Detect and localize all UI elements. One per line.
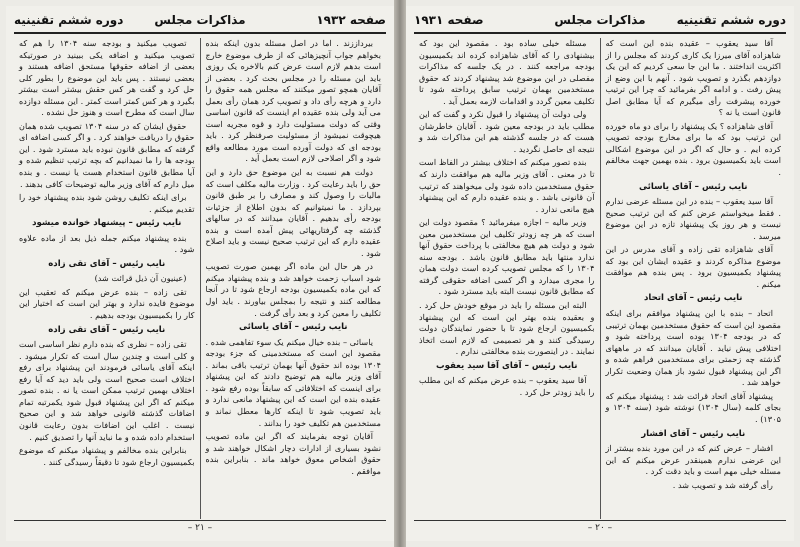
paragraph: برای اینکه تکلیف روشن شود بنده پیشنهاد خود را تقدیم میکنم . <box>19 192 195 214</box>
speaker-heading: نایب رئیس – آقای آقا سید یعقوب <box>435 360 578 371</box>
paragraph: بنده تصور میکنم که اختلاف بیشتر در الفاظ است تا در معنی . آقای وزیر مالیه هم موافقت دارند که حقوق مستخدمین داده شود ولی میخواهند که ترتیب آن قانونی باشد . و بنده عقیده دارم که این پیشنهاد هیچ مانعی ندارد . <box>419 157 595 214</box>
speaker-heading: نایب رئیس – پیشنهاد خوانده میشود <box>32 218 182 229</box>
speaker-heading: نایب رئیس – آقای یاسائی <box>238 322 348 333</box>
right-page-number-label: صفحه ۱۹۳۱ <box>414 13 484 27</box>
paragraph: (عینیون آن ذیل قرائت شد) <box>94 273 187 284</box>
left-page-number-label: صفحه ۱۹۳۲ <box>316 13 386 27</box>
paragraph: یاسائی – بنده خیال میکنم یک سوء تفاهمی شده . مقصود این است که مستخدمینی که جزء بودجه ۱۳۰۴ بوده اند حقوق آنها بهمان ترتیب باقی بماند . آقای وزیر مالیه هم توضیح دادند که این پیشنهاد برای اینست که اختلافاتی که سابقاً بوده رفع شود . عقیده بنده این است که این پیشنهاد مانعی ندارد و باید تصویب شود تا اینکه کارها معطل نماند و مستخدمین هم تکلیف خود را بدانند . <box>205 336 381 428</box>
paragraph: رأی گرفته شد و تصویب شد . <box>672 479 773 490</box>
left-page-header <box>14 10 386 34</box>
paragraph: بنده پیشنهاد میکنم جمله ذیل بعد از ماده علاوه شود . <box>19 232 195 255</box>
speaker-heading: نایب رئیس – آقای یاسائی <box>638 181 748 192</box>
paragraph: البته این مسئله را باید در موقع خودش حل کرد . و بعقیده بنده بهتر این است که این پیشنهاد بکمیسیون ارجاع شود تا با حضور نمایندگان دولت رسیدگی کنند و هر تصمیمی که لازم است اتخاذ نمایند . در اینصورت بنده مخالفتی ندارم . <box>419 300 595 357</box>
right-page-columns <box>414 38 786 519</box>
right-page-title: مذاکرات مجلس <box>554 13 646 27</box>
left-page-column-1 <box>201 38 387 519</box>
paragraph: در هر حال این ماده اگر بهمین صورت تصویب شود اسباب زحمت خواهد شد و بنده پیشنهاد میکنم که این ماده بکمیسیون بودجه ارجاع شود تا در آنجا مطالعه کنند و نتیجه را بمجلس بیاورند . باید اول تکلیف را معین کرد و بعد رأی گرفت . <box>205 261 381 318</box>
paragraph: بنابراین بنده مخالفم و پیشنهاد میکنم که موضوع بکمیسیون ارجاع شود تا دقیقاً رسیدگی کنند . <box>19 445 195 467</box>
right-page-footer <box>414 520 786 537</box>
speaker-heading: نایب رئیس – آقای تقی زاده <box>48 258 166 269</box>
right-page-column-2 <box>414 38 601 519</box>
paragraph: ولی دولت آن پیشنهاد را قبول نکرد و گفت که این مطلب باید در بودجه معین شود . آقایان خاطرشان هست که در جلسه گذشته هم این مذاکرات شد و نتیجه ای حاصل نگردید . <box>419 109 595 154</box>
left-page-columns <box>14 38 386 519</box>
right-page-header <box>414 10 786 34</box>
paragraph: تقی زاده – بنده عرض میکنم که تعقیب این موضوع فایده ندارد و بهتر این است که اختیار این کار را بکمیسیون بودجه بدهیم . <box>19 286 195 321</box>
paragraph: افشار – عرض کنم که در این مورد بنده بیشتر از این عرضی ندارم همینقدر عرض میکنم که این مسئله خیلی مهم است و باید دقت کرد . <box>605 443 781 477</box>
left-page-title: مذاکرات مجلس <box>154 13 246 27</box>
paragraph: آقا سید یعقوب – عقیده بنده این است که شاهزاده آقای میرزا یک کاری کردند که مجلس را از اکثریت انداختند . ما این جا سعی کردیم که این یک دوازدهم بگذرد و تصویب شود . آنهم با این وضع از پیش رفت . و ادامه اگر بفرمائید که چرا این ترتیب خورده پیشرفت رأی میگیرم که آیا مطابق اصل قانون است یا نه ؟ <box>605 38 781 118</box>
paragraph: وزیر مالیه – اجازه میفرمائید ؟ مقصود دولت این است که هر چه زودتر تکلیف این مستخدمین معین شود و دولت هم هیچ مخالفتی با پرداخت حقوق آنها ندارد منتها باید مطابق قانون باشد . بودجه سنه ۱۳۰۴ را که مجلس تصویب کرده است دولت همان را مجری میدارد و اگر کسی اضافه حقوقی گرفته که مطابق قانون نیست البته باید مسترد شود . <box>419 217 595 297</box>
right-page-folio: – ۲۰ – <box>587 523 613 533</box>
paragraph: دولت هم نسبت به این موضوع حق دارد و این حق را باید رعایت کرد . وزارت مالیه مکلف است که مالیات را وصول کند و مصارف را بر طبق قانون بپردازد . ما نمیتوانیم که بدون اطلاع از جزئیات بودجه رأی بدهیم . آقایان میدانند که در سالهای گذشته چه گرفتاریهائی پیش آمده است و بنده عقیده دارم که این ترتیب صحیح نیست و باید اصلاح شود . <box>205 167 381 258</box>
paragraph: اتحاد – بنده با این پیشنهاد موافقم برای اینکه مقصود این است که حقوق مستخدمین بهمان ترتیبی که در بودجه ۱۳۰۴ بوده است پرداخته شود و اختلافی پیش نیاید . آقایان میدانند که در ماههای گذشته چه زحمتی برای مستخدمین فراهم شده و اگر این پیشنهاد قبول نشود باز همان وضعیت تکرار خواهد شد . <box>605 308 781 388</box>
left-page-session: دوره ششم تقنینیه <box>14 13 124 27</box>
right-page-session: دوره ششم تقنینیه <box>676 13 786 27</box>
speaker-heading: نایب رئیس – آقای افشار <box>641 428 746 439</box>
speaker-heading: نایب رئیس – آقای تقی زاده <box>48 324 166 335</box>
paragraph: آقا سید یعقوب – بنده عرض میکنم که این مطلب را باید زودتر حل کرد . <box>419 375 595 397</box>
right-page-column-1 <box>601 38 787 519</box>
paragraph: مسئله خیلی ساده بود . مقصود این بود که بیشنهادی را که آقای شاهزاده کرده اند بکمیسیون بودجه مراجعه کنند . در یک جلسه که مذاکرات مفصلی در این موضوع شد پیشنهاد کردند که حقوق مستخدمین بهمان ترتیب سابق پرداخته شود تا تکلیف معین گردد و اقدامات لازمه بعمل آید . <box>419 38 595 106</box>
paragraph: تصویب میکنید و بودجه سنه ۱۳۰۴ را هم که تصویب میکنید و اضافه یکی ببینید در صورتیکه بعضی از اضافه حقوقها مستحق اضافه هستند و بعضی نیستند . پس باید این موضوع را بطور کلی حل کرد و گفت هر کس حقش بیشتر است بیشتر بگیرد و هر کس کمتر است کمتر . این مسئله دوازده سال است که مطرح است و هنوز حل نشده . <box>19 38 195 118</box>
left-page-folio: – ۲۱ – <box>187 523 213 533</box>
right-page <box>406 6 794 541</box>
paragraph: پیشنهاد آقای اتحاد قرائت شد : پیشنهاد میکنم که بجای کلمه (سال ۱۳۰۴) نوشته شود (سنه ۱۳۰۴ و ۱۳۰۵) . <box>605 390 781 424</box>
paragraph: تقی زاده – نظری که بنده دارم نظر اساسی است و کلی است و چندین سال است که تکرار میشود . اینکه آقای یاسائی فرمودند این پیشنهاد برای رفع اختلاف است صحیح است ولی باید دید که آیا رفع اختلاف بهمین ترتیب ممکن است یا نه . بنده تصور میکنم که اگر این پیشنهاد قبول شود یکمرتبه تمام اضافات گذشته قانونی خواهد شد و این صحیح نیست . اغلب این اضافات بدون رعایت قانون استخدام داده شده و ما نباید آنها را تصدیق کنیم . <box>19 339 195 442</box>
paragraph: آقای شاهزاده ؟ یک پیشنهاد را برای دو ماه خورده این ترتیب بود که ما برای مخارج بودجه تصویب کرده ایم . و حال که اگر در این موضوع اشکالی است باید بکمیسیون برود . بنده بهمین جهت مخالفم . <box>605 120 781 178</box>
speaker-heading: نایب رئیس – آقای اتحاد <box>643 293 743 304</box>
paragraph: آقای شاهزاده تقی زاده و آقای مدرس در این موضوع مذاکره کردند و عقیده ایشان این بود که پیشنهاد بکمیسیون برود . پس بنده هم موافقت میکنم . <box>605 244 781 289</box>
book-gutter <box>394 0 406 547</box>
paragraph: آقا سید یعقوب – بنده در این مسئله عرضی ندارم . فقط میخواستم عرض کنم که این ترتیب صحیح نیست و هر روز یک پیشنهاد تازه در این موضوع میرسد . <box>605 196 781 241</box>
left-page-footer <box>14 520 386 537</box>
paragraph: آقایان توجه بفرمایند که اگر این ماده تصویب نشود بسیاری از ادارات دچار اشکال خواهند شد و حقوق اشخاص معوق خواهد ماند . بنابراین بنده موافقم . <box>205 431 381 476</box>
paragraph: بیرداززند . اما در اصل مسئله بدون اینکه بنده بخواهم جواب آنچیزهائی که از طرف موضوع خارج است بدهم لازم است عرض کنم بالاخره یک روزی باید این مسئله را در مجلس بحث کرد . بعضی از آقایان همچو تصور میکنند که مجلس همه حقوق را دارد و هرچه رأی داد و تصویب کرد همان رأی بعمل می آید ولی بنده عقیده ام اینست که قانون اساسی وقتی که دولت مسئولیت دارد و قوه مجریه است هیچوقت نمیشود از مسئولیت صرفنظر کرد . باید بودجه ای که دولت آورده است مورد مطالعه واقع شود و اگر اصلاحی لازم است بعمل آید . <box>205 38 381 164</box>
paragraph: حقوق ایشان که در سنه ۱۳۰۴ تصویب شده همان حقوق را دریافت خواهند کرد . و اگر کسی اضافه ای گرفته که مطابق قانون نبوده باید مسترد شود . این بودجه ها را ما نمیدانیم که بچه ترتیب تنظیم شده و آیا مطابق قانون استخدام هست یا نیست . و بنده میل دارم که آقای وزیر مالیه توضیحات کافی بدهند . <box>19 120 195 189</box>
left-page-column-2 <box>14 38 201 519</box>
left-page <box>6 6 394 541</box>
